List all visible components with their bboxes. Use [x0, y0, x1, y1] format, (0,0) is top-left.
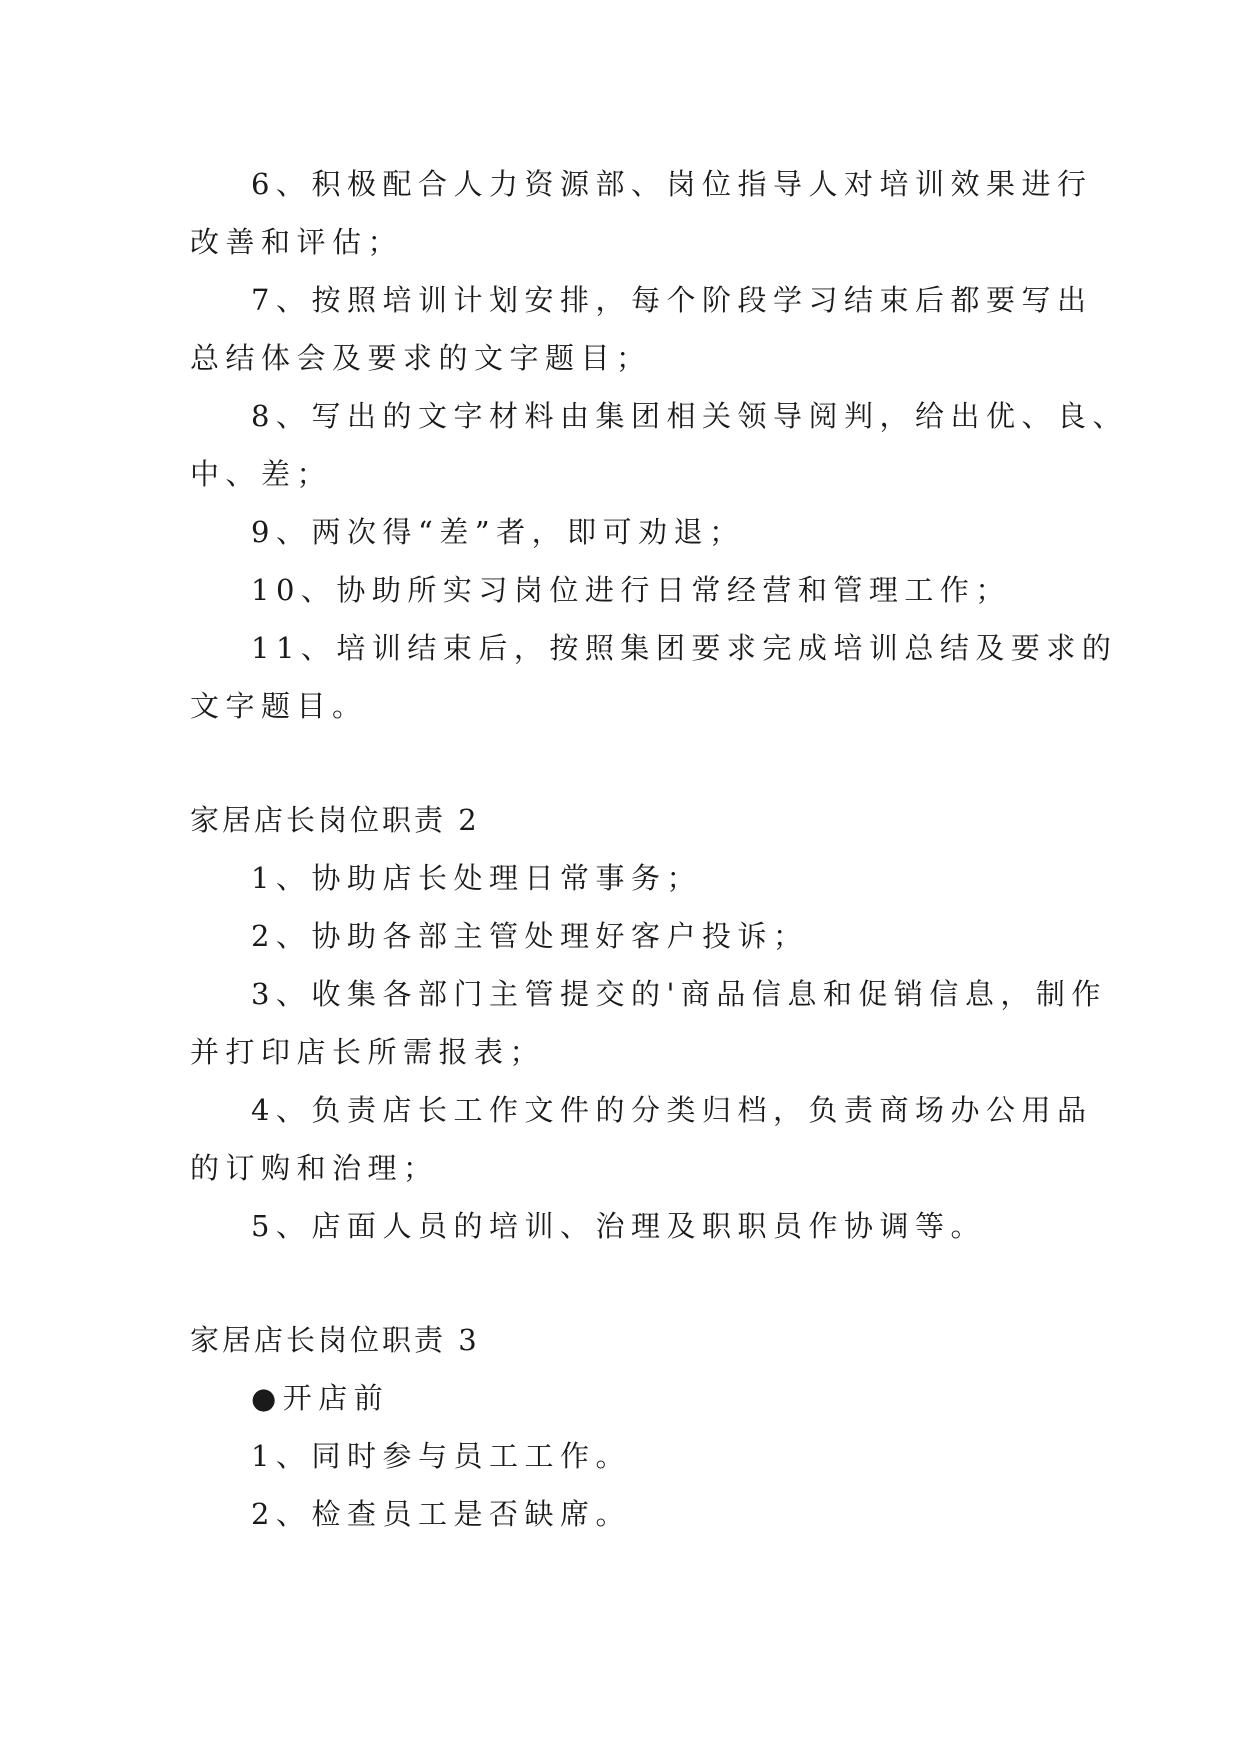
- paragraph-line: 3、收集各部门主管提交的'商品信息和促销信息，制作: [251, 977, 1107, 1011]
- paragraph-line: 中、差；: [190, 457, 333, 491]
- paragraph-line: 7、按照培训计划安排，每个阶段学习结束后都要写出: [251, 283, 1093, 317]
- paragraph-line: 并打印店长所需报表；: [190, 1035, 546, 1069]
- paragraph-line: 的订购和治理；: [190, 1151, 439, 1185]
- paragraph-line: 11、培训结束后，按照集团要求完成培训总结及要求的: [251, 631, 1118, 665]
- paragraph-line: 10、协助所实习岗位进行日常经营和管理工作；: [251, 573, 1011, 607]
- paragraph-line: 文字题目。: [190, 689, 368, 723]
- paragraph-line: 8、写出的文字材料由集团相关领导阅判，给出优、良、: [251, 399, 1128, 433]
- section-heading: 家居店长岗位职责 2: [190, 803, 480, 837]
- paragraph-line: 9、两次得“差”者，即可劝退；: [251, 515, 745, 549]
- paragraph-line: 2、协助各部主管处理好客户投诉；: [251, 919, 809, 953]
- paragraph-line: 4、负责店长工作文件的分类归档，负责商场办公用品: [251, 1093, 1093, 1127]
- subheading: ●开店前: [251, 1381, 390, 1415]
- paragraph-line: 1、同时参与员工工作。: [251, 1439, 631, 1473]
- section-heading: 家居店长岗位职责 3: [190, 1323, 480, 1357]
- paragraph-line: 改善和评估；: [190, 225, 404, 259]
- paragraph-line: 2、检查员工是否缺席。: [251, 1497, 631, 1531]
- paragraph-line: 6、积极配合人力资源部、岗位指导人对培训效果进行: [251, 167, 1093, 201]
- paragraph-line: 总结体会及要求的文字题目；: [190, 341, 652, 375]
- paragraph-line: 5、店面人员的培训、治理及职职员作协调等。: [251, 1209, 986, 1243]
- paragraph-line: 1、协助店长处理日常事务；: [251, 861, 702, 895]
